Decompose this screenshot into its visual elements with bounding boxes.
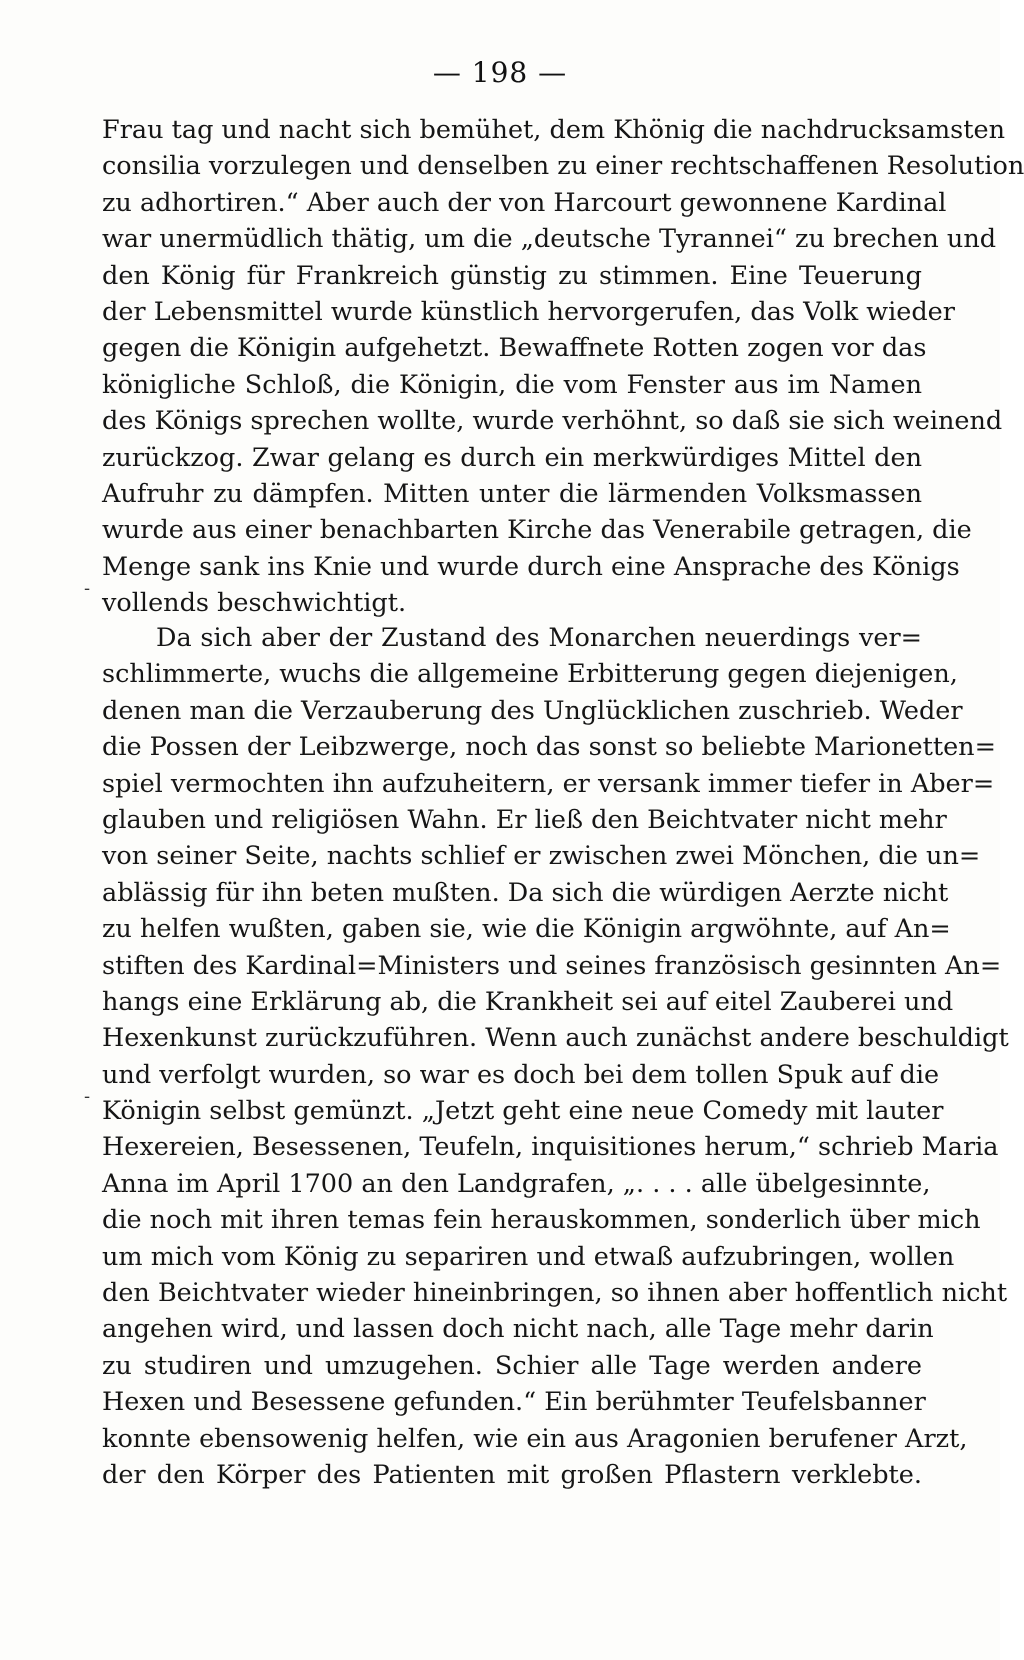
text-line: war unermüdlich thätig, um die „deutsche Tyrannei“ zu brechen und	[102, 224, 997, 255]
paragraph-1	[102, 112, 1024, 621]
text-line: den König für Frankreich günstig zu stimmen. Eine Teuerung	[102, 260, 922, 291]
text-line: und verfolgt wurden, so war es doch bei dem tollen Spuk auf die	[102, 1059, 940, 1090]
text-line: glauben und religiösen Wahn. Er ließ den Beichtvater nicht mehr	[102, 804, 947, 835]
text-line: Aufruhr zu dämpfen. Mitten unter die lärmenden Volksmassen	[102, 478, 922, 509]
text-line: der Lebensmittel wurde künstlich hervorgerufen, das Volk wieder	[102, 296, 955, 327]
text-line: zurückzog. Zwar gelang es durch ein merkwürdiges Mittel den	[102, 442, 922, 473]
text-line: des Königs sprechen wollte, wurde verhöhnt, so daß sie sich weinend	[102, 406, 1003, 437]
text-line: von seiner Seite, nachts schlief er zwischen zwei Mönchen, die un=	[102, 841, 981, 872]
text-line: zu studiren und umzugehen. Schier alle Tage werden andere	[102, 1350, 922, 1381]
text-line: zu helfen wußten, gaben sie, wie die Königin argwöhnte, auf An=	[102, 914, 951, 945]
text-line: gegen die Königin aufgehetzt. Bewaffnete Rotten zogen vor das	[102, 333, 927, 364]
text-line: den Beichtvater wieder hineinbringen, so ihnen aber hoffentlich nicht	[102, 1278, 1008, 1309]
text-line: wurde aus einer benachbarten Kirche das Venerabile getragen, die	[102, 515, 972, 546]
text-line: ablässig für ihn beten mußten. Da sich die würdigen Aerzte nicht	[102, 877, 949, 908]
text-line: vollends beschwichtigt.	[102, 588, 407, 619]
text-line: Frau tag und nacht sich bemühet, dem Khönig die nachdrucksamsten	[102, 115, 1006, 145]
margin-mark: -	[84, 1086, 91, 1107]
text-line: die Possen der Leibzwerge, noch das sonst so beliebte Marionetten=	[102, 732, 996, 763]
text-line: Da sich aber der Zustand des Monarchen neuerdings ver=	[156, 623, 922, 653]
text-line: konnte ebensowenig helfen, wie ein aus Aragonien berufener Arzt,	[102, 1423, 968, 1454]
text-line: hangs eine Erklärung ab, die Krankheit sei auf eitel Zauberei und	[102, 986, 954, 1017]
text-line: Anna im April 1700 an den Landgrafen, „. . . . alle übelgesinnte,	[102, 1168, 931, 1199]
text-line: Hexenkunst zurückzuführen. Wenn auch zunächst andere beschuldigt	[102, 1023, 1009, 1054]
paragraph-2	[102, 620, 1009, 1493]
text-line: die noch mit ihren temas fein herauskommen, sonderlich über mich	[102, 1205, 981, 1236]
text-line: consilia vorzulegen und denselben zu einer rechtschaffenen Resolution	[102, 151, 1024, 182]
text-line: Hexereien, Besessenen, Teufeln, inquisitiones herum,“ schrieb Maria	[102, 1132, 999, 1163]
text-line: der den Körper des Patienten mit großen Pflastern verklebte.	[102, 1459, 922, 1490]
margin-mark: -	[84, 578, 91, 599]
text-line: spiel vermochten ihn aufzuheitern, er versank immer tiefer in Aber=	[102, 768, 995, 799]
text-line: um mich vom König zu separiren und etwaß aufzubringen, wollen	[102, 1241, 955, 1272]
text-line: angehen wird, und lassen doch nicht nach, alle Tage mehr darin	[102, 1314, 934, 1345]
text-line: schlimmerte, wuchs die allgemeine Erbitterung gegen diejenigen,	[102, 659, 958, 690]
text-line: stiften des Kardinal=Ministers und seines französisch gesinnten An=	[102, 950, 1002, 981]
text-line: Menge sank ins Knie und wurde durch eine Ansprache des Königs	[102, 551, 960, 582]
text-line: Königin selbst gemünzt. „Jetzt geht eine neue Comedy mit lauter	[102, 1096, 944, 1127]
page-number: — 198 —	[432, 56, 568, 89]
text-line: denen man die Verzauberung des Unglücklichen zuschrieb. Weder	[102, 695, 963, 726]
text-line: Hexen und Besessene gefunden.“ Ein berühmter Teufelsbanner	[102, 1387, 926, 1418]
text-line: zu adhortiren.“ Aber auch der von Harcourt gewonnene Kardinal	[102, 187, 947, 218]
text-line: königliche Schloß, die Königin, die vom Fenster aus im Namen	[102, 369, 922, 400]
